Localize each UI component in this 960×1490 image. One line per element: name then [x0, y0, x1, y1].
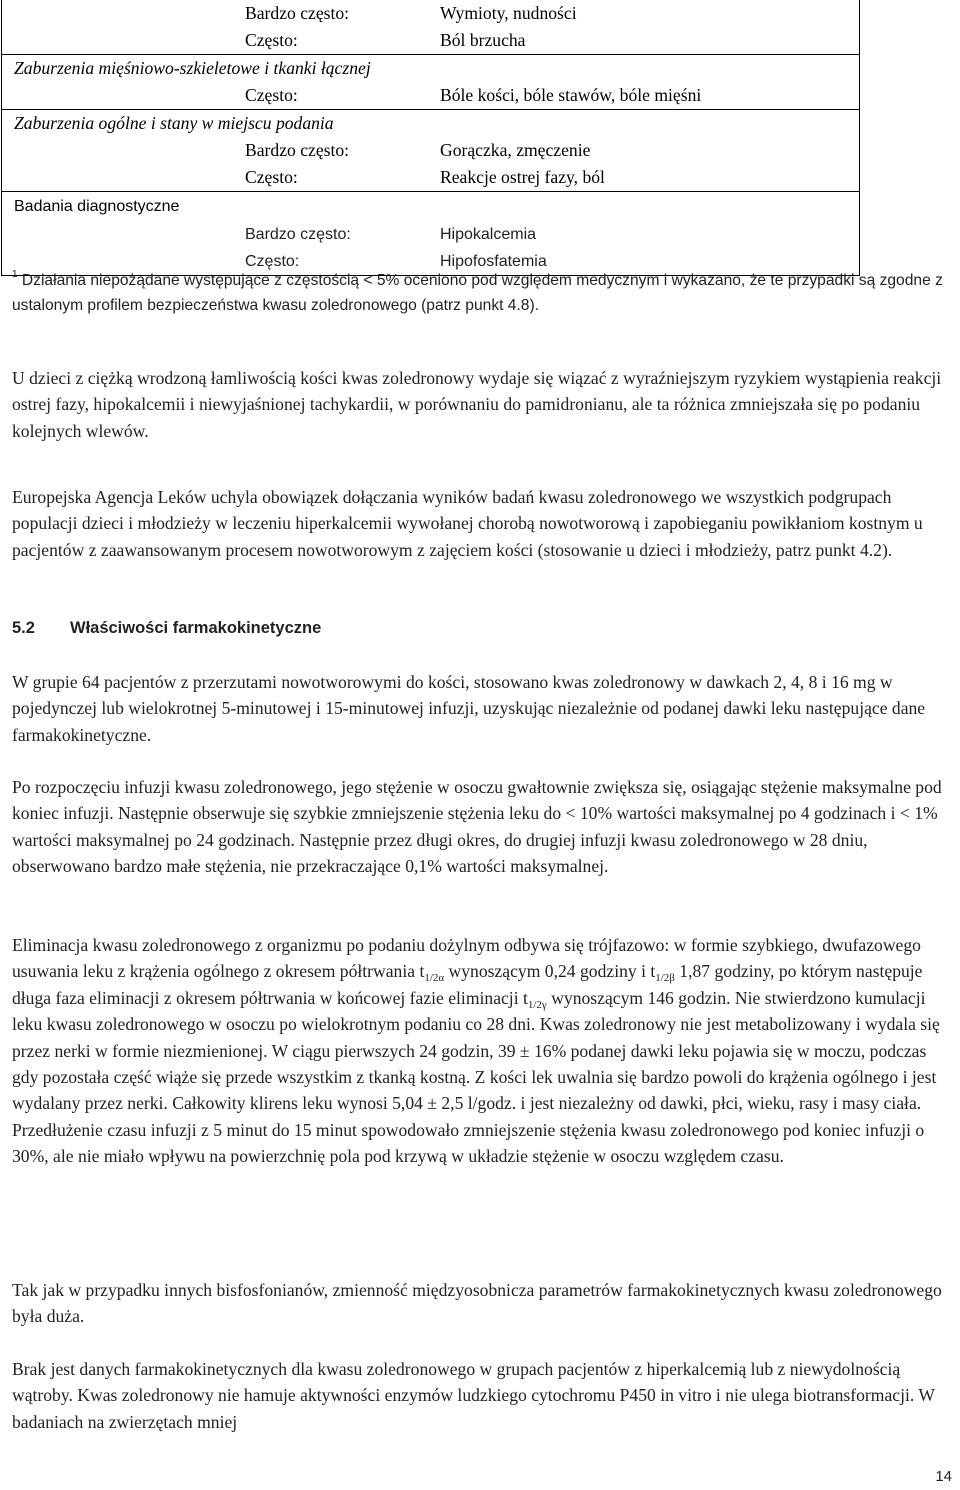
table-line: [2, 137, 859, 164]
paragraph: Tak jak w przypadku innych bisfosfonianów, zmienność międzyosobnicza parametrów farmakokinetycznych kwasu zoledronowego była duża.: [12, 1280, 942, 1327]
effect-label: Reakcje ostrej fazy, ból: [440, 167, 605, 187]
paragraph: W grupie 64 pacjentów z przerzutami nowotworowymi do kości, stosowano kwas zoledronowy w dawkach 2, 4, 8 i 16 mg w pojedynczej lub wielokrotnej 5-minutowej i 15-minutowej infuzji, uzyskując niezależnie od podanej dawki leku następujące dane farmakokinetyczne.: [12, 672, 926, 745]
section-heading: [12, 619, 321, 638]
section-title: Właściwości farmakokinetyczne: [70, 619, 322, 637]
category-label: Zaburzenia ogólne i stany w miejscu podania: [14, 113, 334, 133]
table-row: [2, 110, 859, 192]
category-label: Badania diagnostyczne: [14, 198, 180, 215]
subscript: 1/2α: [424, 972, 445, 985]
paragraph-text: 1,87 godziny, po którym następuje długa faza eliminacji z okresem półtrwania w końcowej fazie eliminacji t: [12, 961, 923, 1008]
table-line: [2, 0, 859, 27]
frequency-label: Bardzo często:: [245, 140, 350, 160]
table-line: [2, 164, 859, 191]
table-line: [2, 82, 859, 109]
paragraph: Po rozpoczęciu infuzji kwasu zoledronowego, jego stężenie w osoczu gwałtownie zwiększa się, osiągając stężenie maksymalne pod koniec infuzji. Następnie obserwuje się szybkie zmniejszenie stężenia leku do < 10% wartości maksymalnej po 4 godzinach i < 1% wartości maksymalnej po 24 godzinach. Następnie przez długi okres, do drugiej infuzji kwasu zoledronowego w 28 dniu, obserwowano bardzo małe stężenia, nie przekraczające 0,1% wartości maksymalnej.: [12, 777, 942, 877]
table-line: [2, 55, 859, 82]
paragraph: Europejska Agencja Leków uchyla obowiązek dołączania wyników badań kwasu zoledronowego we wszystkich podgrupach populacji dzieci i młodzieży w leczeniu hiperkalcemii wywołanej chorobą nowotworową i zapobieganiu powikłaniom kostnym u pacjentów z zaawansowanym procesem nowotworowym z zajęciem kości (stosowanie u dzieci i młodzieży, patrz punkt 4.2).: [12, 487, 923, 560]
table-row: [2, 55, 859, 110]
footnote-marker: 1: [12, 269, 18, 280]
footnote-text: Działania niepożądane występujące z częstością < 5% oceniono pod względem medycznym i wykazano, że te przypadki są zgodne z ustalonym profilem bezpieczeństwa kwasu zoledronowego (patrz punkt 4.8).: [12, 272, 943, 314]
frequency-label: Często:: [245, 167, 298, 187]
paragraph: Brak jest danych farmakokinetycznych dla kwasu zoledronowego w grupach pacjentów z hiperkalcemią lub z niewydolnością wątroby. Kwas zoledronowy nie hamuje aktywności enzymów ludzkiego cytochromu P450 in vitro i nie ulega biotransformacji. W badaniach na zwierzętach mniej: [12, 1359, 935, 1432]
category-label: Zaburzenia mięśniowo-szkieletowe i tkanki łącznej: [14, 58, 371, 78]
frequency-label: Bardzo często:: [245, 3, 350, 23]
paragraph: U dzieci z ciężką wrodzoną łamliwością kości kwas zoledronowy wydaje się wiązać z wyraźniejszym ryzykiem wystąpienia reakcji ostrej fazy, hipokalcemii i niewyjaśnionej tachykardii, w porównaniu do pamidronianu, ale ta różnica zmniejszała się po podaniu kolejnych wlewów.: [12, 368, 942, 441]
frequency-label: Bardzo często:: [245, 226, 351, 243]
effect-label: Bóle kości, bóle stawów, bóle mięśni: [440, 85, 702, 105]
effect-label: Ból brzucha: [440, 30, 526, 50]
table-line: [2, 221, 859, 248]
paragraph: [12, 932, 950, 1170]
adverse-reactions-table: [1, 0, 860, 276]
frequency-label: Często:: [245, 30, 298, 50]
subscript: 1/2β: [655, 972, 675, 985]
table-line: [2, 110, 859, 137]
page-number: 14: [935, 1468, 952, 1485]
table-footnote: [12, 268, 947, 318]
effect-label: Hipokalcemia: [440, 226, 537, 243]
table-line: [2, 27, 859, 54]
subscript: 1/2γ: [527, 998, 547, 1011]
table-line: [2, 192, 859, 221]
section-number: 5.2: [12, 619, 35, 637]
frequency-label: Często:: [245, 253, 300, 270]
effect-label: Wymioty, nudności: [440, 3, 577, 23]
table-row: [2, 0, 859, 55]
effect-label: Hipofosfatemia: [440, 253, 547, 270]
paragraph-text: wynoszącym 0,24 godziny i t: [444, 961, 656, 982]
effect-label: Gorączka, zmęczenie: [440, 140, 591, 160]
frequency-label: Często:: [245, 85, 298, 105]
paragraph-text: wynoszącym 146 godzin. Nie stwierdzono kumulacji leku kwasu zoledronowego w osoczu po wielokrotnym podaniu co 28 dni. Kwas zoledronowy nie jest metabolizowany i wydala się przez nerki w formie niezmienionej. W ciągu pierwszych 24 godzin, 39 ± 16% podanej dawki leku pojawia się w moczu, podczas gdy pozostała część wiąże się przede wszystkim z tkanką kostną. Z kości lek uwalnia się bardzo powoli do krążenia ogólnego i jest wydalany przez nerki. Całkowity klirens leku wynosi 5,04 ± 2,5 l/godz. i jest niezależny od dawki, płci, wieku, rasy i masy ciała. Przedłużenie czasu infuzji z 5 minut do 15 minut spowodowało zmniejszenie stężenia kwasu zoledronowego pod koniec infuzji o 30%, ale nie miało wpływu na powierzchnię pola pod krzywą w układzie stężenie w osoczu względem czasu.: [12, 987, 940, 1167]
paragraph-text: Eliminacja kwasu zoledronowego z organizmu po podaniu dożylnym odbywa się trójfazowo: w formie szybkiego, dwufazowego usuwania leku z krążenia ogólnego z okresem półtrwania t: [12, 935, 921, 982]
table-row: [2, 192, 859, 276]
